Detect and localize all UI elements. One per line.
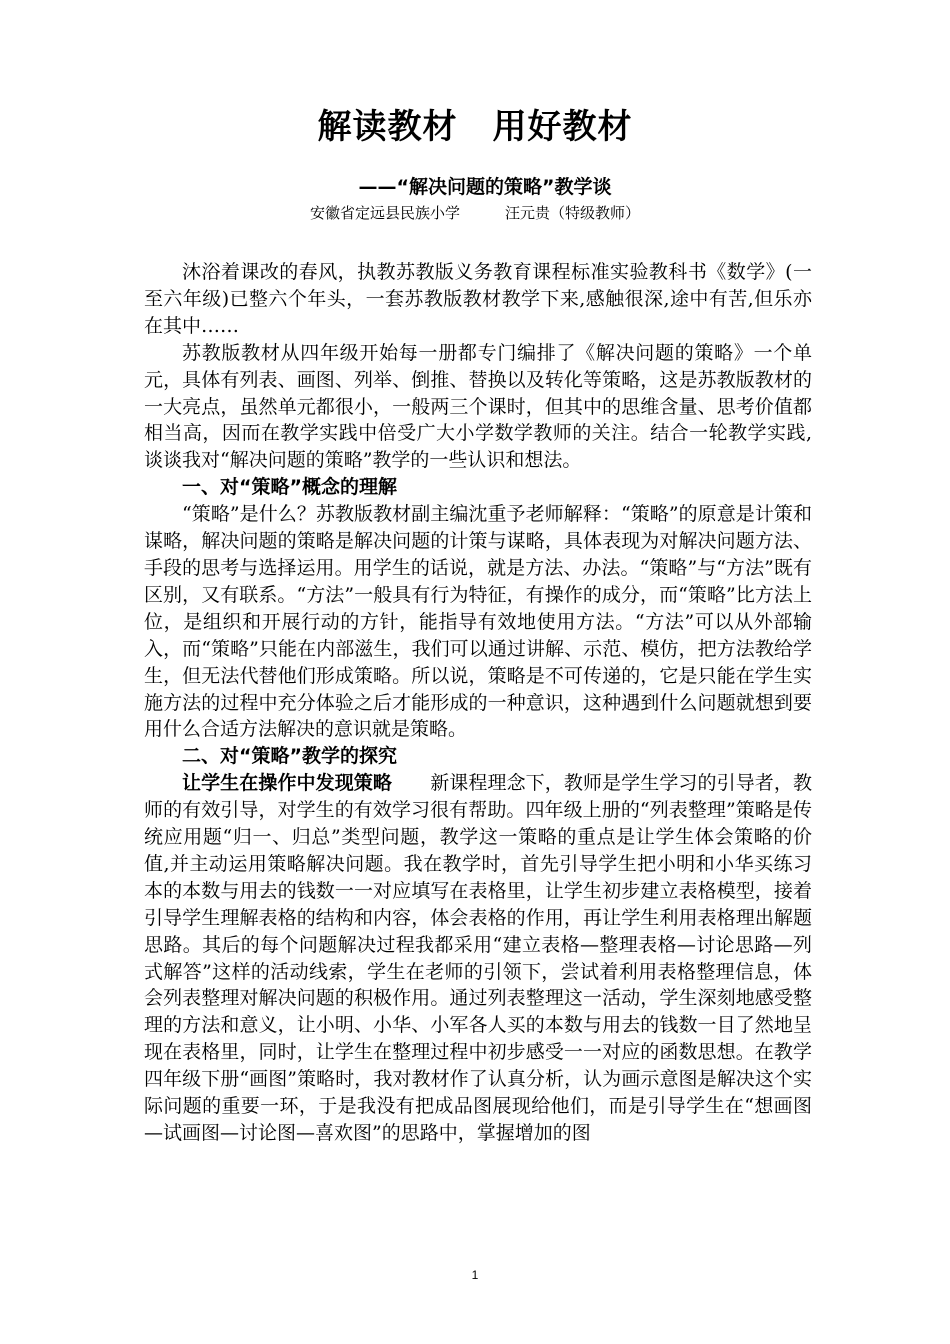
- page-number: 1: [471, 1268, 479, 1282]
- document-title: 解读教材 用好教材: [317, 107, 633, 147]
- paragraph-exploration-text: 新课程理念下，教师是学生学习的引导者，教师的有效引导，对学生的有效学习很有帮助。四年级上册的“列表整理”策略是传统应用题“归一、归总”类型问题，教学这一策略的重点是让学生体会策略的价值,并主动运用策略解决问题。我在教学时，首先引导学生把小明和小华买练习本的本数与用去的钱数一一对应填写在表格里，让学生初步建立表格模型，接着引导学生理解表格的结构和内容，体会表格的作用，再让学生利用表格理出解题思路。其后的每个问题解决过程我都采用“建立表格—整理表格—讨论思路—列式解答”这样的活动线索，学生在老师的引领下，尝试着利用表格整理信息，体会列表整理对解决问题的积极作用。通过列表整理这一活动，学生深刻地感受整理的方法和意义，让小明、小华、小军各人买的本数与用去的钱数一目了然地呈现在表格里，同时，让学生在整理过程中初步感受一一对应的函数思想。在教学四年级下册“画图”策略时，我对教材作了认真分析，认为画示意图是解决这个实际问题的重要一环，于是我没有把成品图展现给他们，而是引导学生在“想画图—试画图—讨论图—喜欢图”的思路中，掌握增加的图: [144, 772, 812, 1144]
- lead-label: 让学生在操作中发现策略: [182, 772, 393, 795]
- paragraph-exploration: [144, 770, 812, 1147]
- paragraph-concept: “策略”是什么？苏教版教材副主编沈重予老师解释：“策略”的原意是计策和谋略，解决问题的策略是解决问题的计策与谋略，具体表现为对解决问题方法、手段的思考与选择运用。用学生的话说，就是方法、办法。“策略”与“方法”既有区别，又有联系。“方法”一般具有行为特征，有操作的成分，而“策略”比方法上位，是组织和开展行动的方针，能指导有效地使用方法。“方法”可以从外部输入，而“策略”只能在内部滋生，我们可以通过讲解、示范、模仿，把方法教给学生，但无法代替他们形成策略。所以说，策略是不可传递的，它是只能在学生实施方法的过程中充分体验之后才能形成的一种意识，这种遇到什么问题就想到要用什么合适方法解决的意识就是策略。: [144, 503, 812, 741]
- document-subtitle: ——“解决问题的策略”教学谈: [358, 176, 612, 198]
- section-heading-1: 一、对“策略”概念的理解: [182, 476, 397, 499]
- document-body: [144, 259, 812, 1147]
- paragraph-intro: 沐浴着课改的春风，执教苏教版义务教育课程标准实验教科书《数学》(一至六年级)已整六个年头，一套苏教版教材教学下来,感触很深,途中有苦,但乐亦在其中……: [144, 261, 812, 337]
- paragraph-overview: 苏教版教材从四年级开始每一册都专门编排了《解决问题的策略》一个单元，具体有列表、画图、列举、倒推、替换以及转化等策略，这是苏教版教材的一大亮点，虽然单元都很小，一般两三个课时，但其中的思维含量、思考价值都相当高，因而在教学实践中倍受广大小学数学教师的关注。结合一轮教学实践,谈谈我对“解决问题的策略”教学的一些认识和想法。: [144, 341, 812, 472]
- author-line: 安徽省定远县民族小学 汪元贵（特级教师）: [309, 204, 640, 222]
- section-heading-2: 二、对“策略”教学的探究: [182, 745, 397, 768]
